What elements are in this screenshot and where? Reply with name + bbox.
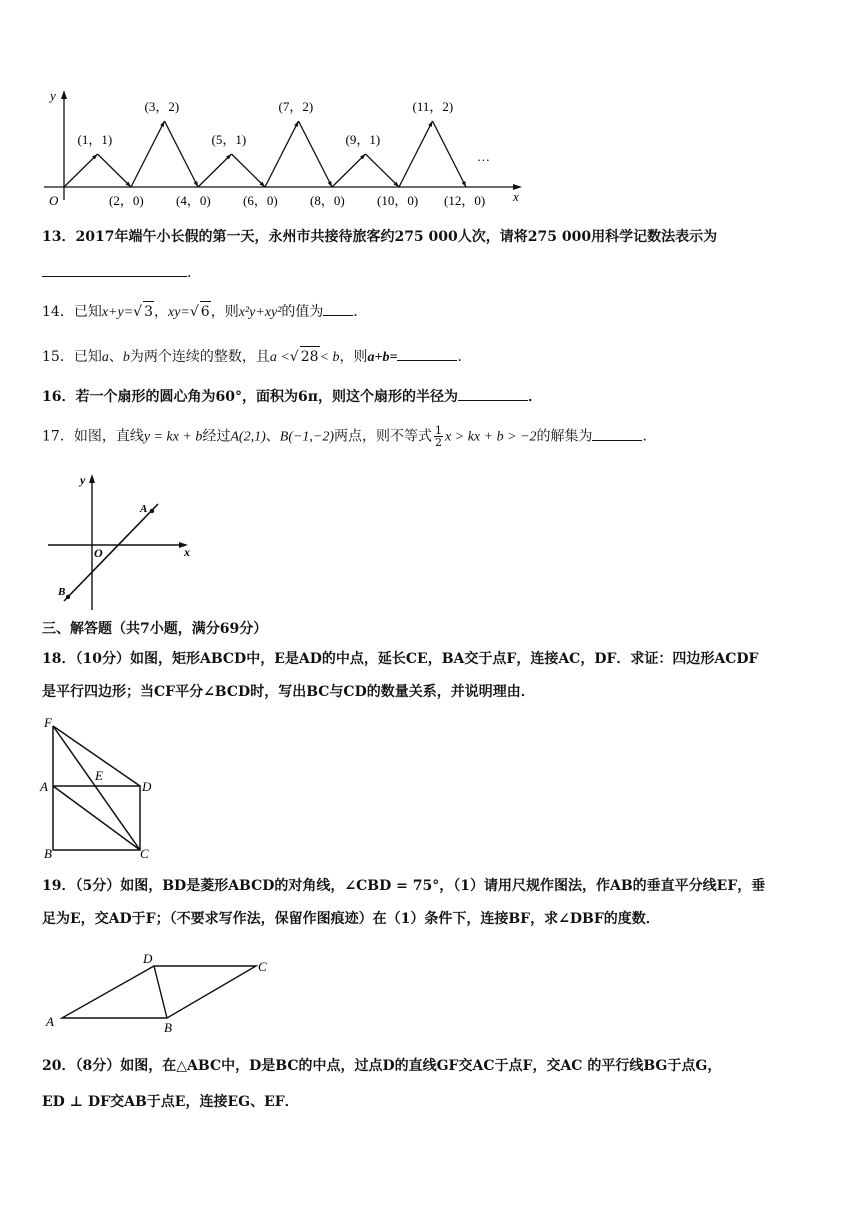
q17-t3: 、 bbox=[265, 428, 280, 445]
fig19-label-d: D bbox=[143, 951, 153, 966]
y-axis-label: y bbox=[50, 88, 56, 103]
fig19-rhombus bbox=[40, 948, 300, 1038]
q13-blank bbox=[42, 262, 187, 277]
q15-mid: 为两个连续的整数，且 bbox=[129, 349, 270, 365]
question-19-line-2: 足为E，交AD于F；（不要求写作法，保留作图痕迹）在（1）条件下，连接BF，求∠DBF的度数． bbox=[42, 911, 660, 927]
q17-t2: 经过 bbox=[202, 428, 231, 445]
q14-mid: ，则 bbox=[210, 304, 239, 320]
question-14 bbox=[42, 301, 367, 323]
q15-ineq-a: a < bbox=[269, 350, 290, 365]
q15-pre: 已知 bbox=[73, 349, 102, 365]
zigzag-segment bbox=[299, 121, 333, 187]
fig19-label-c: C bbox=[258, 959, 267, 974]
zigzag-segment bbox=[366, 154, 400, 187]
q15-b: b bbox=[122, 350, 130, 365]
q17-number: 17． bbox=[42, 428, 74, 445]
fig19-diagonal-bd bbox=[154, 966, 167, 1018]
question-20-line-2: ED ⊥ DF交AB于点E，连接EG、EF． bbox=[42, 1094, 299, 1110]
fig17-point-a bbox=[150, 509, 154, 513]
zigzag-segment bbox=[232, 154, 266, 187]
zigzag-arrowhead bbox=[194, 181, 198, 187]
q13-text: 2017年端午小长假的第一天，永州市共接待旅客约275 000人次，请将275 000用科学记数法表示为 bbox=[75, 229, 718, 245]
q16-blank bbox=[458, 386, 528, 401]
q14-sep: ， bbox=[154, 304, 168, 320]
x-axis-label: x bbox=[513, 189, 519, 204]
fig18-label-d: D bbox=[142, 779, 152, 794]
fig19-rhombus-abcd bbox=[62, 966, 256, 1018]
q17-t5: 的解集为 bbox=[536, 428, 593, 445]
fig19-label-a: A bbox=[46, 1014, 54, 1029]
fig17-a-label: A bbox=[140, 503, 148, 515]
q15-sqrt28: 28 bbox=[300, 346, 320, 367]
q14-pre: 已知 bbox=[73, 304, 102, 320]
fig18-label-c: C bbox=[140, 846, 149, 861]
q15-blank bbox=[397, 346, 457, 361]
fig17-y-arrow bbox=[89, 474, 95, 483]
fig17-y-label: y bbox=[80, 473, 86, 487]
question-17 bbox=[42, 425, 656, 448]
q13-answer-line bbox=[42, 262, 201, 283]
peak-label: (3，2) bbox=[144, 99, 180, 114]
zigzag-arrowhead bbox=[462, 181, 466, 187]
zigzag-segment bbox=[399, 121, 433, 187]
fig19-label-b: B bbox=[164, 1020, 172, 1035]
fig18-label-b: B bbox=[44, 846, 52, 861]
zigzag-segment bbox=[433, 121, 467, 187]
question-13 bbox=[42, 227, 717, 247]
q16-number: 16． bbox=[42, 389, 76, 405]
fig17-line bbox=[64, 504, 158, 601]
peak-label: (5，1) bbox=[211, 132, 247, 147]
q15-ineq-b: < b bbox=[319, 350, 340, 365]
q17-t1: 如图，直线 bbox=[73, 428, 144, 445]
fig17-origin-label: O bbox=[94, 546, 103, 560]
peak-label: (11，2) bbox=[412, 99, 454, 114]
question-16 bbox=[42, 386, 542, 407]
zigzag-segment bbox=[265, 121, 299, 187]
fig18-line-ac bbox=[53, 786, 140, 850]
q14-expr: x²y+xy² bbox=[238, 305, 282, 320]
zigzag-segment bbox=[98, 154, 132, 187]
q17-fraction: $\frac{1}{2}$ bbox=[435, 424, 443, 449]
q14-eq2: xy= bbox=[168, 305, 190, 320]
question-20-line-1: 20．（8分）如图，在△ABC中，D是BC的中点，过点D的直线GF交AC于点F，交AC 的平行线BG于点G， bbox=[42, 1058, 722, 1074]
peak-label: (7，2) bbox=[278, 99, 314, 114]
section-3-heading: 三、解答题（共7小题，满分69分） bbox=[42, 621, 268, 637]
ellipsis: … bbox=[477, 149, 490, 164]
zigzag-segment bbox=[198, 154, 232, 187]
y-axis-arrow bbox=[61, 90, 67, 99]
fig17-b-label: B bbox=[58, 586, 66, 598]
q17-inequality: x > kx + b > −2 bbox=[445, 429, 537, 445]
question-19-line-1: 19．（5分）如图，BD是菱形ABCD的对角线，∠CBD = 75°，（1）请用尺规作图法，作AB的垂直平分线EF，垂 bbox=[42, 878, 766, 894]
fig18-label-a: A bbox=[40, 779, 48, 794]
q17-blank bbox=[592, 426, 642, 441]
fig17-line-graph bbox=[40, 468, 240, 618]
fig17-x-label: x bbox=[184, 545, 190, 559]
zigzag-arrowhead bbox=[328, 181, 332, 187]
fig18-line-fc bbox=[53, 726, 140, 850]
q16-text: 若一个扇形的圆心角为60°，面积为6π，则这个扇形的半径为 bbox=[75, 389, 458, 405]
base-label: (12，0) bbox=[444, 193, 486, 208]
fig18-label-e: E bbox=[95, 768, 103, 783]
zigzag-segment bbox=[165, 121, 199, 187]
question-15: 15．已知a、b为两个连续的整数，且a <√ 28< b，则a+b= ． bbox=[42, 346, 471, 368]
question-18-line-2: 是平行四边形；当CF平分∠BCD时，写出BC与CD的数量关系，并说明理由． bbox=[42, 684, 535, 700]
fig17-point-b bbox=[66, 595, 70, 599]
q14-sqrt3: √ 3 bbox=[133, 304, 154, 320]
zigzag-arrowhead bbox=[160, 121, 164, 127]
peak-label: (9，1) bbox=[345, 132, 381, 147]
base-label: (10，0) bbox=[377, 193, 419, 208]
q14-end: ． bbox=[353, 304, 368, 320]
zigzag-segment bbox=[131, 121, 165, 187]
base-label: (4，0) bbox=[176, 193, 211, 208]
q17-point-a: A(2,1) bbox=[230, 429, 266, 445]
q14-number: 14． bbox=[42, 304, 74, 320]
q14-blank bbox=[323, 301, 353, 316]
base-label: (6，0) bbox=[243, 193, 278, 208]
origin-label: O bbox=[49, 193, 59, 208]
q17-t4: 两点，则不等式 bbox=[334, 428, 433, 445]
q17-line: y = kx + b bbox=[143, 429, 203, 445]
peak-label: (1，1) bbox=[77, 132, 113, 147]
question-18-line-1: 18．（10分）如图，矩形ABCD中，E是AD的中点，延长CE，BA交于点F，连接AC，DF．求证：四边形ACDF bbox=[42, 651, 759, 667]
q14-eq1: x+y= bbox=[101, 305, 134, 320]
q15-end: ． bbox=[457, 349, 472, 365]
base-label: (8，0) bbox=[310, 193, 345, 208]
q15-sum: a+b= bbox=[367, 350, 398, 365]
zigzag-segment bbox=[332, 154, 366, 187]
zigzag-segment bbox=[64, 154, 98, 187]
q15-dun: 、 bbox=[108, 349, 123, 365]
zigzag-arrowhead bbox=[428, 121, 432, 127]
q14-sqrt6: √ 6 bbox=[190, 304, 211, 320]
q13-end: ． bbox=[187, 265, 201, 281]
zigzag-arrowhead bbox=[294, 121, 298, 127]
q15-number: 15． bbox=[42, 349, 74, 365]
q17-point-b: B(−1,−2) bbox=[279, 429, 335, 445]
base-label: (2，0) bbox=[109, 193, 144, 208]
fig18-label-f: F bbox=[44, 715, 52, 730]
fig18-rectangle bbox=[36, 712, 176, 862]
q15-then: ，则 bbox=[339, 349, 368, 365]
zigzag-figure bbox=[0, 0, 868, 220]
q13-number: 13． bbox=[42, 229, 76, 245]
q17-end: ． bbox=[642, 428, 657, 445]
q14-post: 的值为 bbox=[281, 304, 324, 320]
q15-a: a bbox=[101, 350, 109, 365]
q16-end: ． bbox=[527, 389, 542, 405]
